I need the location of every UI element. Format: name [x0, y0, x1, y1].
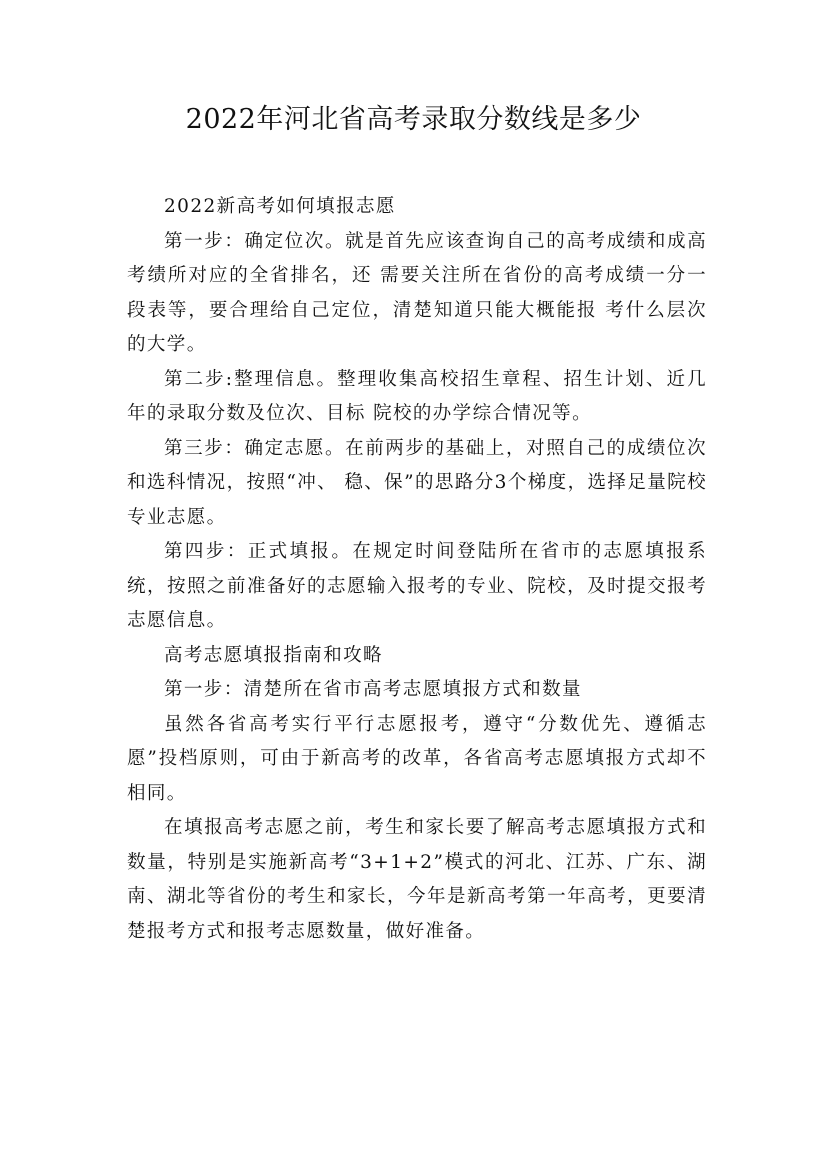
document-body [127, 190, 707, 949]
document-title: 2022年河北省高考录取分数线是多少 [185, 104, 642, 135]
paragraph-heading-guide: 高考志愿填报指南和攻略 [164, 644, 383, 666]
paragraph-guide-step-one: 第一步：清楚所在省市高考志愿填报方式和数量 [164, 679, 582, 700]
paragraph-heading-how-to-fill: 2022新高考如何填报志愿 [164, 196, 396, 217]
paragraph-step-two: 第二步:整理信息。整理收集高校招生章程、招生计划、近几年的录取分数及位次、目标 院校的办学综合情况等。 [127, 368, 707, 424]
paragraph-step-one: 第一步：确定位次。就是首先应该查询自己的高考成绩和成高考绩所对应的全省排名，还 需要关注所在省份的高考成绩一分一段表等，要合理给自己定位，清楚知道只能大概能报 考什么层次的大学。 [127, 230, 707, 355]
paragraph-before-filling: 在填报高考志愿之前，考生和家长要了解高考志愿填报方式和数量，特别是实施新高考“3+1+2”模式的河北、江苏、广东、湖南、湖北等省份的考生和家长，今年是新高考第一年高考，更要清楚报考方式和报考志愿数量，做好准备。 [127, 817, 707, 942]
paragraph-step-three: 第三步：确定志愿。在前两步的基础上，对照自己的成绩位次和选科情况，按照“冲、 稳、保”的思路分3个梯度，选择足量院校专业志愿。 [127, 437, 707, 528]
paragraph-parallel-volunteer: 虽然各省高考实行平行志愿报考，遵守“分数优先、遵循志愿”投档原则，可由于新高考的改革，各省高考志愿填报方式却不相同。 [127, 713, 707, 804]
paragraph-step-four: 第四步：正式填报。在规定时间登陆所在省市的志愿填报系统，按照之前准备好的志愿输入报考的专业、院校，及时提交报考志愿信息。 [127, 541, 707, 631]
